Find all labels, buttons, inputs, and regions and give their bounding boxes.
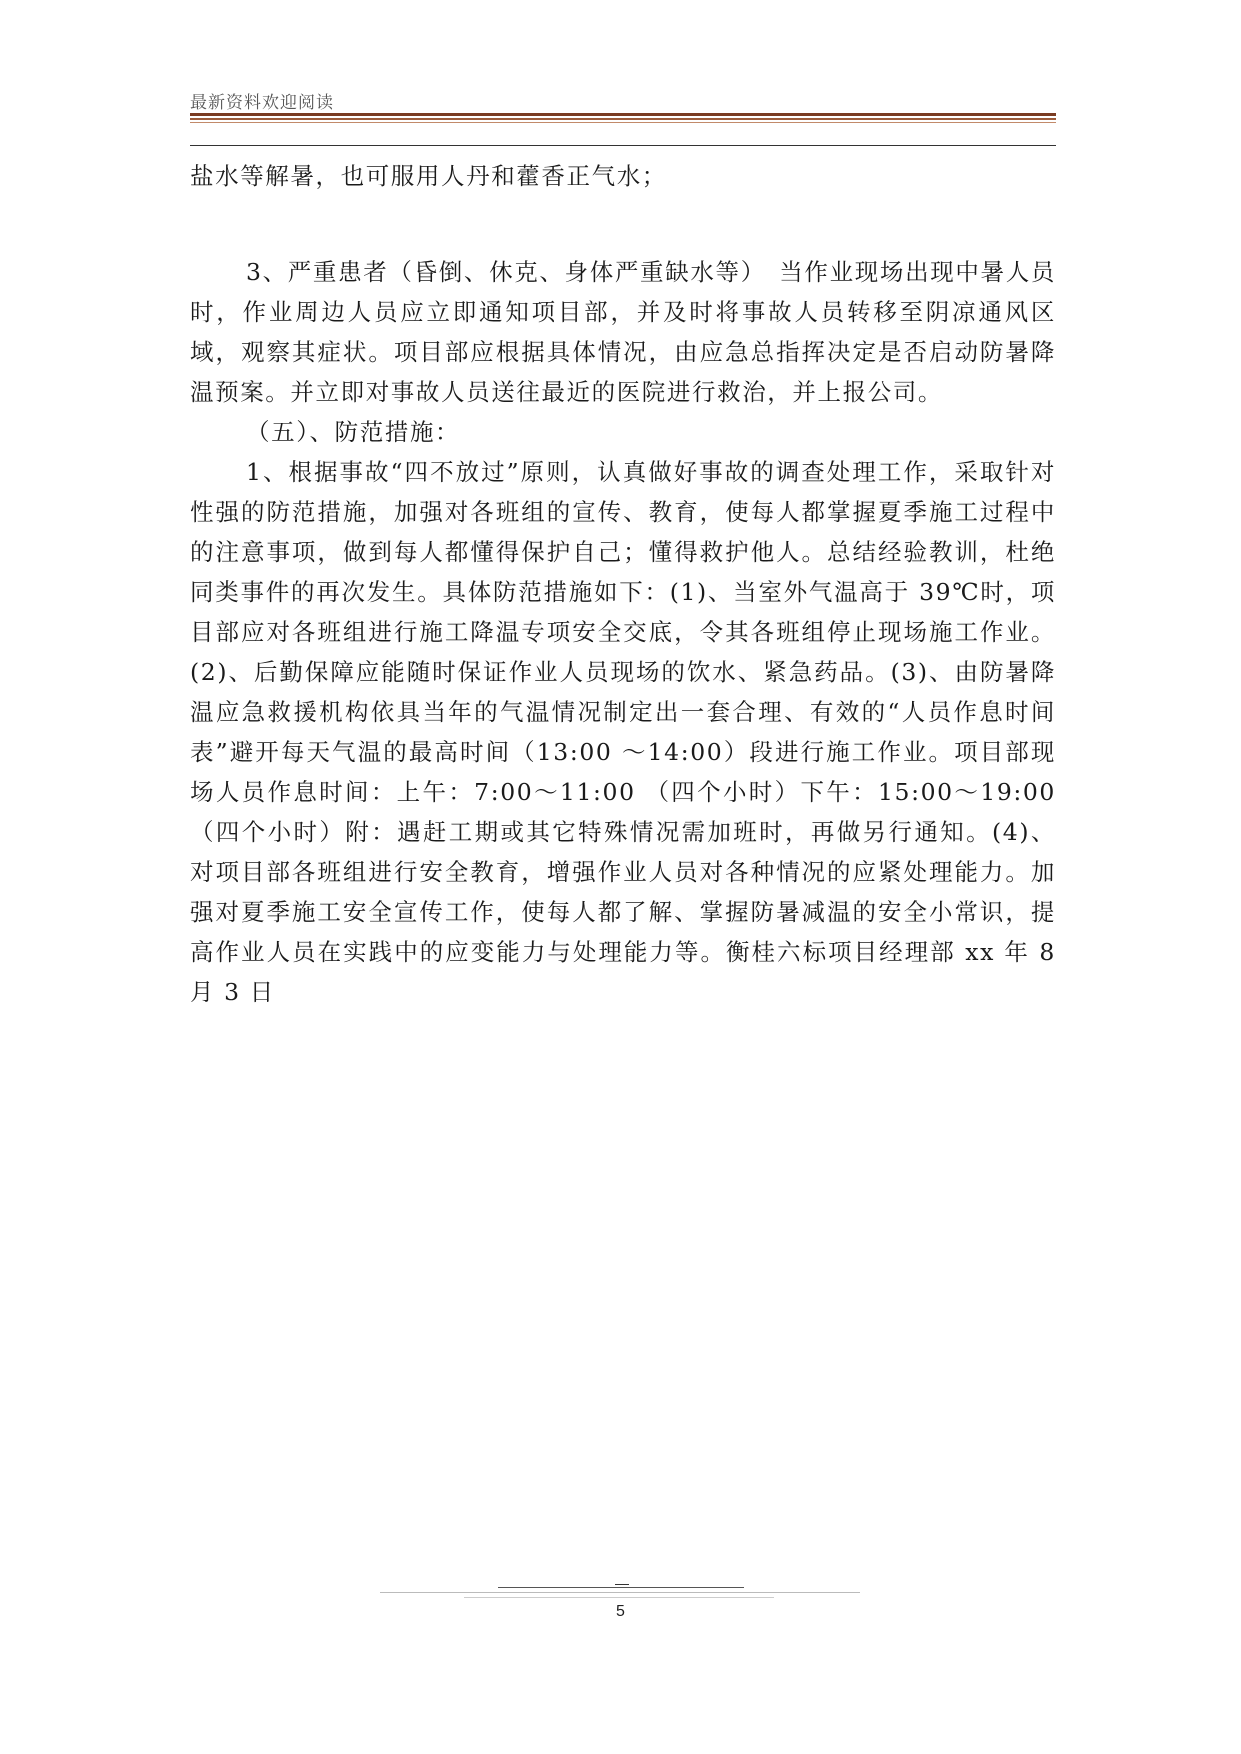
paragraph: 1、根据事故“四不放过”原则，认真做好事故的调查处理工作，采取针对性强的防范措施，加强对各班组的宣传、教育，使每人都掌握夏季施工过程中的注意事项，做到每人都懂得保护自己；懂得救护他人。总结经验教训，杜绝同类事件的再次发生。具体防范措施如下：(1)、当室外气温高于 39℃时，项目部应对各班组进行施工降温专项安全交底，令其各班组停止现场施工作业。(2)、后勤保障应能随时保证作业人员现场的饮水、紧急药品。(3)、由防暑降温应急救援机构依具当年的气温情况制定出一套合理、有效的“人员作息时间表”避开每天气温的最高时间（13:00 ～14:00）段进行施工作业。项目部现场人员作息时间：上午：7:00～11:00 （四个小时）下午：15:00～19:00 （四个小时）附：遇赶工期或其它特殊情况需加班时，再做另行通知。(4)、对项目部各班组进行安全教育，增强作业人员对各种情况的应紧处理能力。加强对夏季施工安全宣传工作，使每人都了解、掌握防暑减温的安全小常识，提高作业人员在实践中的应变能力与处理能力等。衡桂六标项目经理部 xx 年 8 月 3 日: [190, 458, 1056, 1006]
header-rule: [190, 122, 1056, 123]
header-rule: [190, 113, 1056, 116]
footer-rule: [380, 1592, 860, 1593]
document-body: [190, 156, 1056, 1012]
footer-rule: [615, 1584, 629, 1585]
paragraph: 盐水等解暑，也可服用人丹和藿香正气水；: [190, 162, 667, 190]
header-rule: [190, 118, 1056, 120]
footer-rule: [498, 1587, 744, 1588]
section-heading: （五）、防范措施：: [246, 418, 461, 446]
footer-rule: [464, 1597, 774, 1598]
paragraph: 3、严重患者（昏倒、休克、身体严重缺水等） 当作业现场出现中暑人员时，作业周边人员应立即通知项目部，并及时将事故人员转移至阴凉通风区域，观察其症状。项目部应根据具体情况，由应急总指挥决定是否启动防暑降温预案。并立即对事故人员送往最近的医院进行救治，并上报公司。: [190, 258, 1056, 406]
page-number: 5: [616, 1603, 625, 1620]
header-title: 最新资料欢迎阅读: [190, 93, 334, 113]
header-rule: [190, 145, 1056, 146]
